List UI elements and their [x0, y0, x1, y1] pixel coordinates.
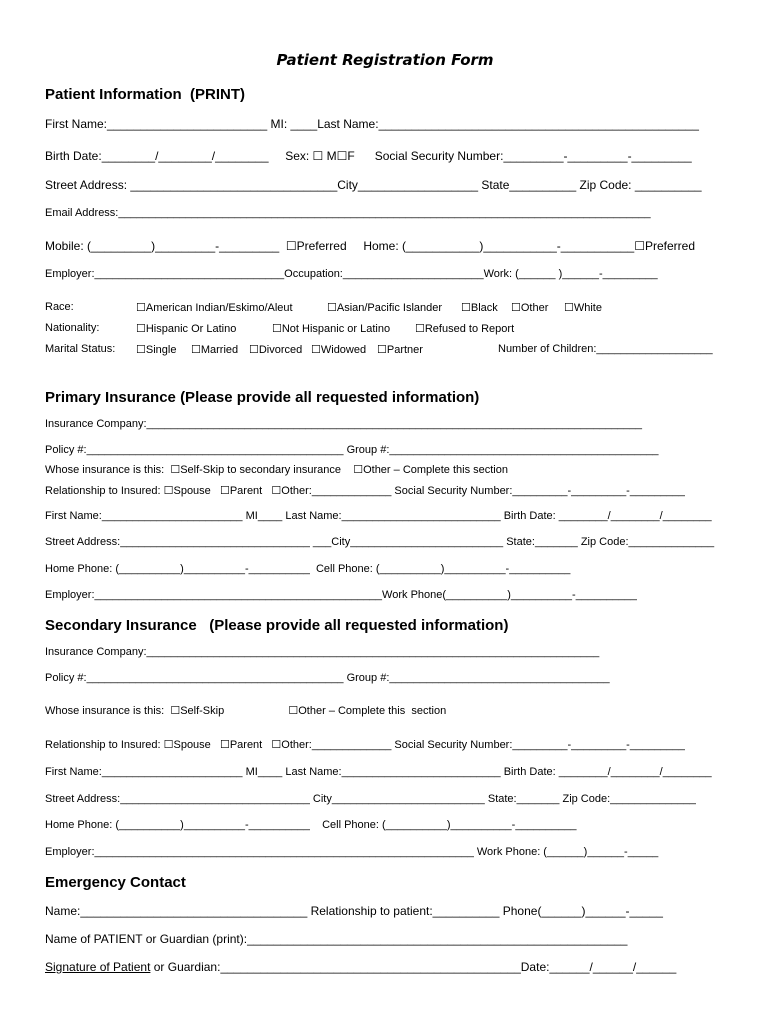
signature-of-patient-label: Signature of Patient [45, 960, 151, 974]
marital-option-married[interactable]: ☐Married [191, 344, 239, 356]
secondary-name-line[interactable]: First Name:_______________________ MI____ Last Name:__________________________ Birth Date: ________/________/________ [45, 766, 712, 778]
guardian-print-name-line[interactable]: Name of PATIENT or Guardian (print):_________________________________________________________ [45, 932, 628, 946]
secondary-policy-group-line[interactable]: Policy #:__________________________________________ Group #:____________________________________ [45, 672, 610, 684]
primary-address-line[interactable]: Street Address:_______________________________ ___City_________________________ State:_______ Zip Code:______________ [45, 536, 715, 548]
primary-whose-insurance-line[interactable]: Whose insurance is this: ☐Self-Skip to secondary insurance ☐Other – Complete this section [45, 464, 508, 476]
secondary-whose-insurance-line[interactable]: Whose insurance is this: ☐Self-Skip ☐Other – Complete this section [45, 705, 447, 717]
patient-email-line[interactable]: Email Address:_______________________________________________________________________________________ [45, 207, 651, 219]
secondary-employer-line[interactable]: Employer:______________________________________________________________ Work Phone: (______)______-_____ [45, 846, 659, 858]
race-option-asian[interactable]: ☐Asian/Pacific Islander [327, 302, 443, 314]
race-option-black[interactable]: ☐Black [461, 302, 498, 314]
secondary-relationship-line[interactable]: Relationship to Insured: ☐Spouse ☐Parent ☐Other:_____________ Social Security Number:_________-_________-_________ [45, 739, 685, 751]
marital-option-widowed[interactable]: ☐Widowed [311, 344, 367, 356]
race-option-american-indian[interactable]: ☐American Indian/Eskimo/Aleut [136, 302, 293, 314]
race-option-white[interactable]: ☐White [564, 302, 602, 314]
nationality-label: Nationality: [45, 322, 100, 334]
patient-employer-line[interactable]: Employer:_______________________________Occupation:_______________________Work: (______ )______-_________ [45, 268, 658, 280]
race-option-other[interactable]: ☐Other [511, 302, 549, 314]
form-title: Patient Registration Form [276, 51, 494, 69]
primary-relationship-line[interactable]: Relationship to Insured: ☐Spouse ☐Parent ☐Other:_____________ Social Security Number:_________-_________-_________ [45, 485, 685, 497]
nationality-option-refused[interactable]: ☐Refused to Report [415, 323, 515, 335]
patient-name-text: First Name:________________________ MI: ____Last Name:________________________________________________ [45, 117, 699, 131]
nationality-option-not-hispanic[interactable]: ☐Not Hispanic or Latino [272, 323, 391, 335]
primary-phone-line[interactable]: Home Phone: (__________)__________-__________ Cell Phone: (__________)__________-__________ [45, 563, 571, 575]
secondary-company-line[interactable]: Insurance Company:__________________________________________________________________________ [45, 646, 600, 658]
nationality-option-hispanic[interactable]: ☐Hispanic Or Latino [136, 323, 237, 335]
primary-employer-line[interactable]: Employer:_______________________________________________Work Phone(__________)__________-__________ [45, 589, 637, 601]
number-of-children-field[interactable]: Number of Children:___________________ [498, 343, 713, 355]
emergency-contact-heading: Emergency Contact [45, 874, 186, 891]
signature-line[interactable] [45, 961, 676, 973]
secondary-insurance-heading: Secondary Insurance (Please provide all requested information) [45, 617, 509, 634]
patient-address-line[interactable]: Street Address: _______________________________City__________________ State__________ Zip Code: __________ [45, 178, 702, 192]
emergency-name-line[interactable]: Name:__________________________________ Relationship to patient:__________ Phone(______)______-_____ [45, 904, 663, 918]
marital-option-divorced[interactable]: ☐Divorced [249, 344, 303, 356]
marital-option-single[interactable]: ☐Single [136, 344, 177, 356]
primary-policy-group-line[interactable]: Policy #:__________________________________________ Group #:____________________________________________ [45, 444, 659, 456]
marital-option-partner[interactable]: ☐Partner [377, 344, 423, 356]
primary-insurance-heading: Primary Insurance (Please provide all requested information) [45, 389, 480, 406]
patient-phone-line[interactable]: Mobile: (_________)_________-_________ ☐Preferred Home: (___________)___________-___________☐Preferred [45, 239, 695, 253]
secondary-address-line[interactable]: Street Address:_______________________________ City_________________________ State:_______ Zip Code:______________ [45, 793, 696, 805]
patient-info-heading: Patient Information (PRINT) [45, 86, 245, 103]
primary-name-line[interactable]: First Name:_______________________ MI____ Last Name:__________________________ Birth Date: ________/________/________ [45, 510, 712, 522]
primary-company-line[interactable]: Insurance Company:_________________________________________________________________________________ [45, 418, 643, 430]
secondary-phone-line[interactable]: Home Phone: (__________)__________-__________ Cell Phone: (__________)__________-__________ [45, 819, 577, 831]
marital-label: Marital Status: [45, 343, 116, 355]
race-label: Race: [45, 301, 74, 313]
signature-guardian-date-text: or Guardian:_____________________________________________Date:______/______/______ [150, 960, 677, 974]
patient-birth-sex-ssn-line[interactable]: Birth Date:________/________/________ Sex: ☐ M☐F Social Security Number:_________-_________-_________ [45, 149, 692, 163]
